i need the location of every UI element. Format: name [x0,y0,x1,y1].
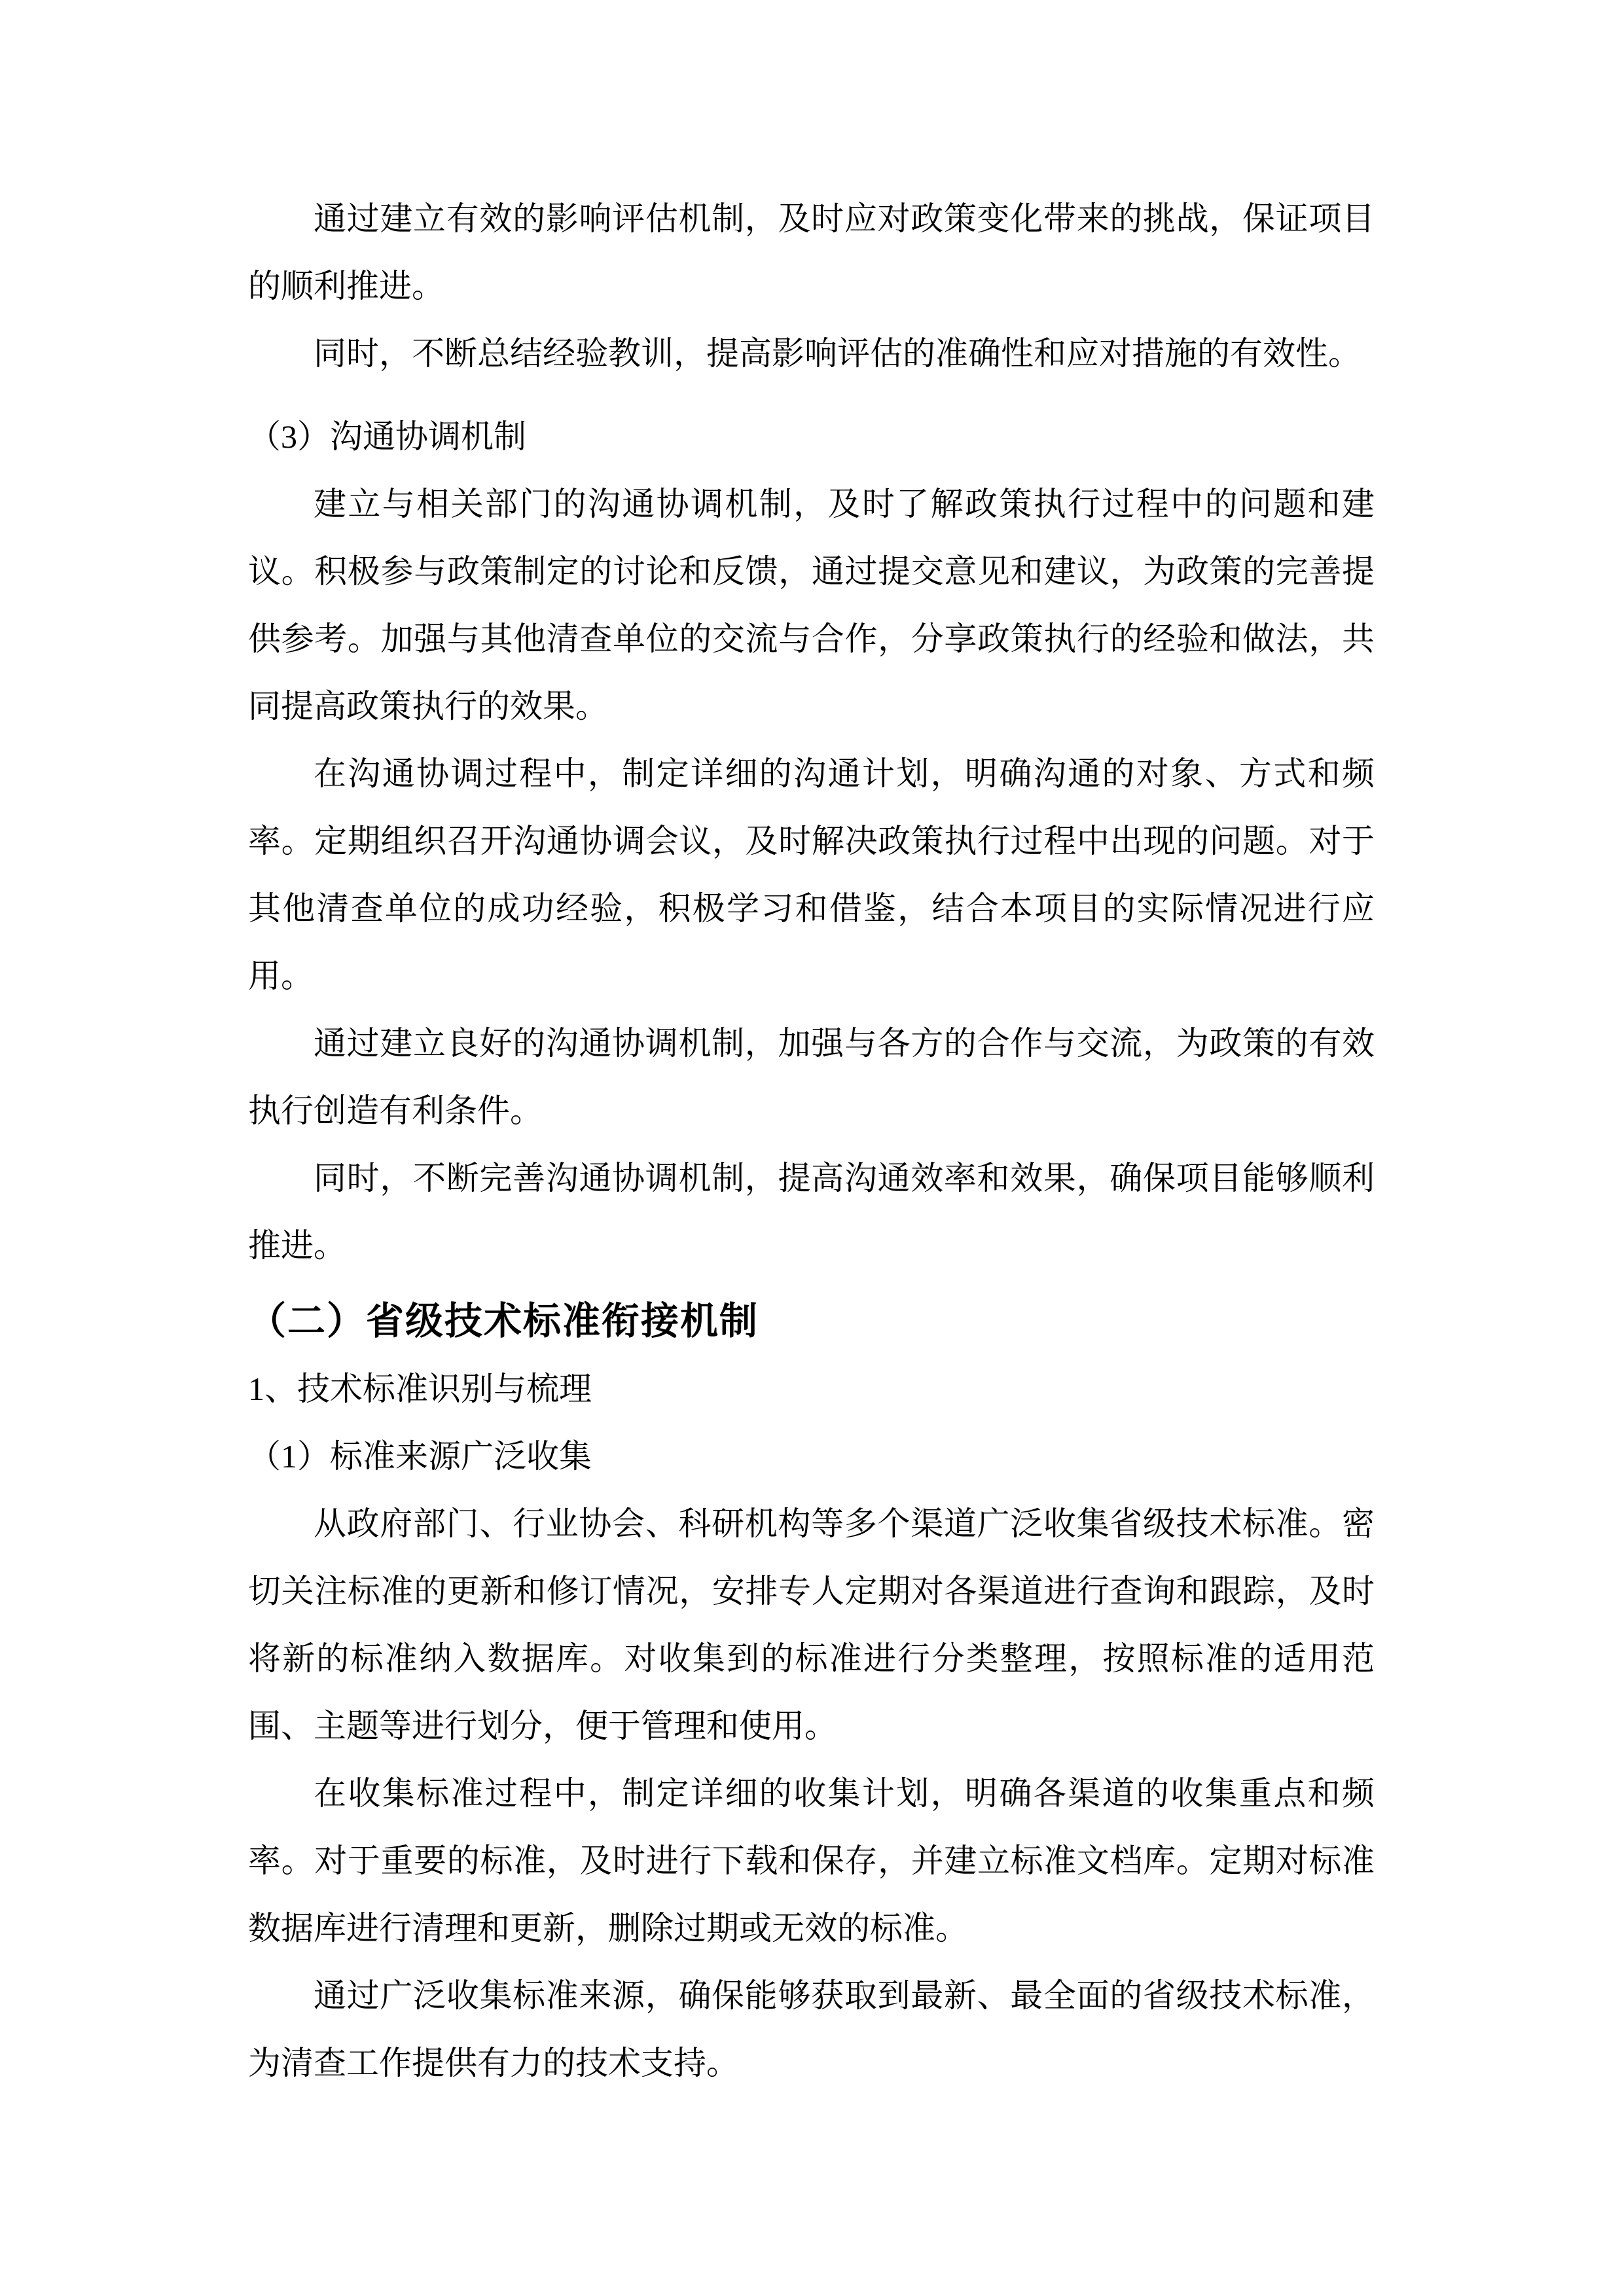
body-paragraph: 通过广泛收集标准来源，确保能够获取到最新、最全面的省级技术标准，为清查工作提供有力的技术支持。 [248,1977,1375,2081]
body-paragraph: 建立与相关部门的沟通协调机制，及时了解政策执行过程中的问题和建议。积极参与政策制定的讨论和反馈，通过提交意见和建议，为政策的完善提供参考。加强与其他清查单位的交流与合作，分享政策执行的经验和做法，共同提高政策执行的效果。 [248,486,1375,725]
body-paragraph: 通过建立有效的影响评估机制，及时应对政策变化带来的挑战，保证项目的顺利推进。 [248,200,1375,304]
subheading-communication-mechanism: （3）沟通协调机制 [248,418,526,455]
body-paragraph: 从政府部门、行业协会、科研机构等多个渠道广泛收集省级技术标准。密切关注标准的更新和修订情况，安排专人定期对各渠道进行查询和跟踪，及时将新的标准纳入数据库。对收集到的标准进行分类整理，按照标准的适用范围、主题等进行划分，便于管理和使用。 [248,1505,1375,1744]
body-paragraph: 在沟通协调过程中，制定详细的沟通计划，明确沟通的对象、方式和频率。定期组织召开沟通协调会议，及时解决政策执行过程中出现的问题。对于其他清查单位的成功经验，积极学习和借鉴，结合本项目的实际情况进行应用。 [248,755,1375,994]
subheading-standard-identification: 1、技术标准识别与梳理 [248,1371,592,1407]
subheading-standard-source-collection: （1）标准来源广泛收集 [248,1438,592,1475]
body-paragraph: 同时，不断总结经验教训，提高影响评估的准确性和应对措施的有效性。 [314,335,1361,372]
section-heading-provincial-standards: （二）省级技术标准衔接机制 [248,1300,759,1342]
body-paragraph: 通过建立良好的沟通协调机制，加强与各方的合作与交流，为政策的有效执行创造有利条件。 [248,1025,1375,1129]
body-paragraph: 在收集标准过程中，制定详细的收集计划，明确各渠道的收集重点和频率。对于重要的标准，及时进行下载和保存，并建立标准文档库。定期对标准数据库进行清理和更新，删除过期或无效的标准。 [248,1775,1375,1946]
body-paragraph: 同时，不断完善沟通协调机制，提高沟通效率和效果，确保项目能够顺利推进。 [248,1160,1375,1264]
